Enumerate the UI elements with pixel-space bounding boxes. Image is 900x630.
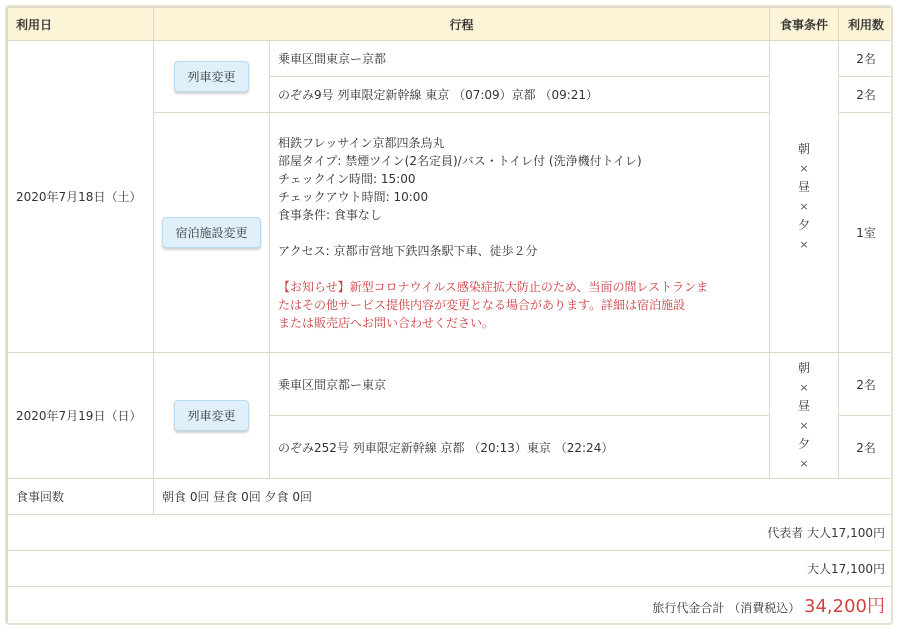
meal-dinner-mark: × [799, 237, 809, 251]
date-day1: 2020年7月18日（土） [8, 41, 154, 353]
train-section-day1: 乗車区間東京ー京都 [270, 41, 770, 77]
train-detail-day2: のぞみ252号 列車限定新幹線 京都 （20:13）東京 （22:24） [270, 416, 770, 479]
notice-line: たはその他サービス提供内容が変更となる場合があります。詳細は宿泊施設 [278, 297, 686, 312]
notice-line: 【お知らせ】新型コロナウイルス感染症拡大防止のため、当面の間レストランま [278, 279, 709, 294]
meal-conditions-day2 [770, 353, 839, 479]
train-button-cell [154, 41, 270, 113]
hotel-change-button[interactable]: 宿泊施設変更 [162, 217, 260, 248]
count-train-detail-day1: 2名 [839, 77, 893, 113]
train-section-day2: 乗車区間京都ー東京 [270, 353, 770, 416]
meal-lunch-mark: × [799, 418, 809, 432]
meal-breakfast: 朝 [798, 141, 811, 156]
train-change-button-day2[interactable]: 列車変更 [174, 400, 248, 431]
total-row [8, 587, 894, 624]
header-date: 利用日 [8, 8, 154, 41]
meal-dinner: 夕 [798, 436, 811, 451]
hotel-button-cell [154, 113, 270, 353]
train-button-cell [154, 353, 270, 479]
train-change-button-day1[interactable]: 列車変更 [174, 61, 248, 92]
header-meal: 食事条件 [770, 8, 839, 41]
meal-lunch-mark: × [799, 199, 809, 213]
count-hotel: 1室 [839, 113, 893, 353]
notice-line: または販売店へお問い合わせください。 [278, 315, 495, 330]
train-detail-day1: のぞみ9号 列車限定新幹線 東京 （07:09）京都 （09:21） [270, 77, 770, 113]
meal-breakfast-mark: × [799, 161, 809, 175]
table-row [8, 41, 894, 77]
meal-conditions-day1 [770, 41, 839, 353]
access-info: アクセス: 京都市営地下鉄四条駅下車、徒歩２分 [278, 243, 538, 258]
hotel-name: 相鉄フレッサイン京都四条烏丸 [278, 135, 445, 150]
hotel-details [270, 113, 770, 353]
checkout-time: チェックアウト時間: 10:00 [278, 189, 429, 204]
table-row [8, 353, 894, 416]
count-train-section-day1: 2名 [839, 41, 893, 77]
representative-price: 代表者 大人17,100円 [8, 515, 894, 551]
meal-breakfast: 朝 [798, 360, 811, 375]
count-train-section-day2: 2名 [839, 353, 893, 416]
header-row [8, 8, 894, 41]
total-label: 旅行代金合計 （消費税込） [652, 601, 801, 615]
itinerary-table [7, 7, 893, 624]
covid-notice [278, 278, 761, 332]
header-count: 利用数 [839, 8, 893, 41]
date-day2: 2020年7月19日（日） [8, 353, 154, 479]
representative-row [8, 515, 894, 551]
meal-dinner: 夕 [798, 217, 811, 232]
meal-breakfast-mark: × [799, 380, 809, 394]
meal-lunch: 昼 [798, 398, 811, 413]
adult-price: 大人17,100円 [8, 551, 894, 587]
meal-lunch: 昼 [798, 179, 811, 194]
meal-dinner-mark: × [799, 456, 809, 470]
meal-summary-value: 朝食 0回 昼食 0回 夕食 0回 [154, 479, 894, 515]
checkin-time: チェックイン時間: 15:00 [278, 171, 416, 186]
meal-summary-label: 食事回数 [8, 479, 154, 515]
total-cell [8, 587, 894, 624]
adult-price-row [8, 551, 894, 587]
total-amount: 34,200円 [804, 596, 886, 617]
header-itinerary: 行程 [154, 8, 770, 41]
meal-condition: 食事条件: 食事なし [278, 207, 382, 222]
itinerary-panel [5, 5, 893, 625]
room-type: 部屋タイプ: 禁煙ツイン(2名定員)/バス・トイレ付 (洗浄機付トイレ) [278, 153, 642, 168]
meal-summary-row [8, 479, 894, 515]
count-train-detail-day2: 2名 [839, 416, 893, 479]
